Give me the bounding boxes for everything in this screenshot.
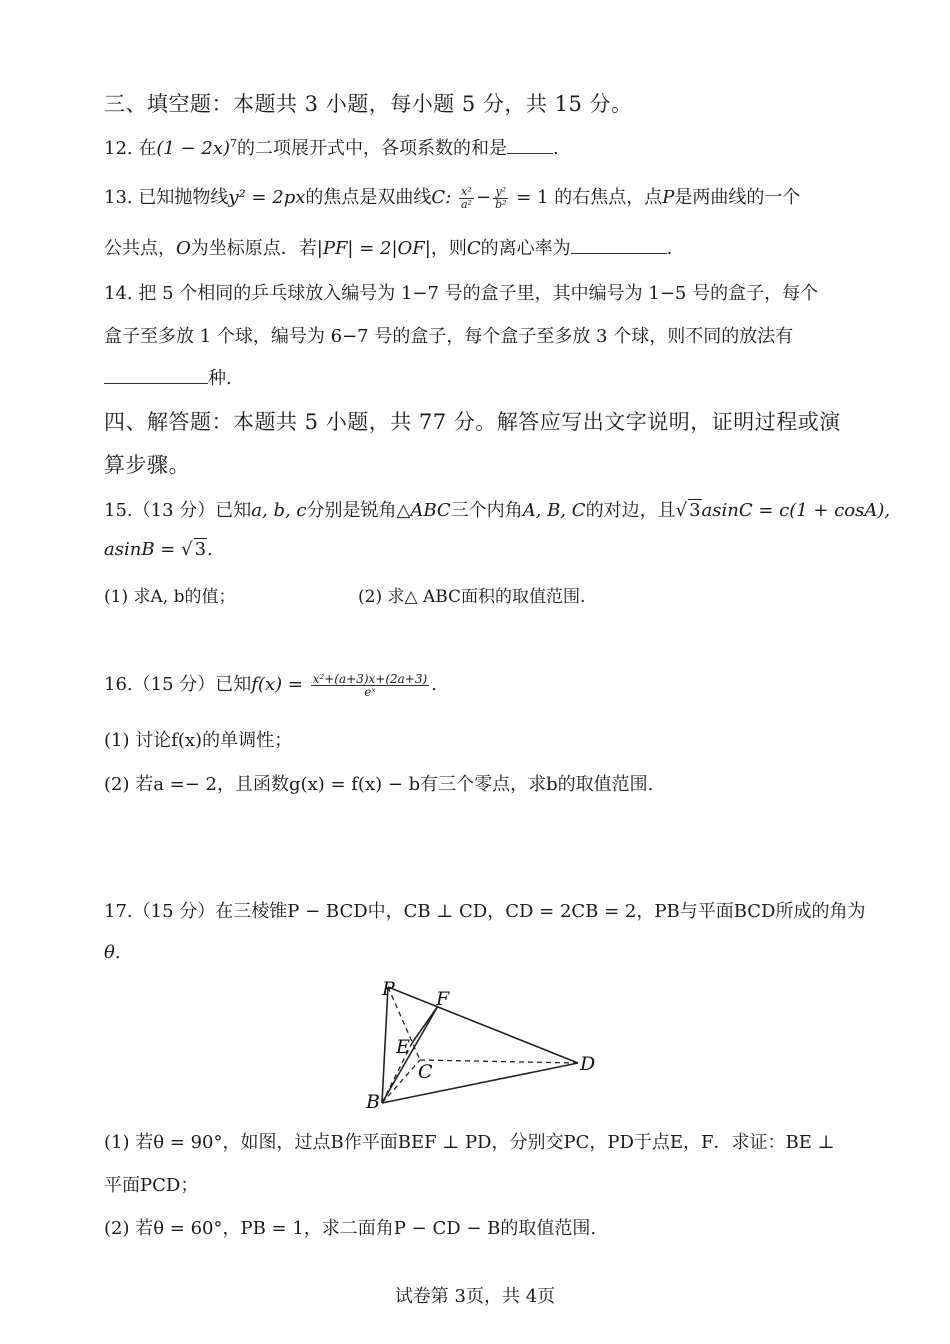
q13-pre: 已知抛物线 bbox=[138, 187, 229, 208]
question-13-line-2 bbox=[104, 234, 672, 260]
q15-sqrt-sign-2: √ bbox=[181, 539, 193, 560]
q12-end: . bbox=[553, 138, 559, 159]
edge-PD bbox=[388, 987, 578, 1063]
question-15-line-1 bbox=[104, 496, 890, 522]
section-4-title-line-2: 算步骤。 bbox=[104, 453, 190, 477]
q12-expression: (1 − 2x) bbox=[156, 138, 231, 159]
q17-part-2: (2) 若θ = 60°，PB = 1，求二面角P − CD − B的取值范围. bbox=[104, 1218, 597, 1239]
q13-post: 的右焦点，点 bbox=[554, 187, 663, 208]
q13-condition: |PF| = 2|OF| bbox=[316, 238, 431, 259]
q13-fraction-y: $\frac{\text{y²}}{\text{b²}}$ bbox=[495, 184, 507, 211]
q14-answer-blank[interactable] bbox=[104, 369, 208, 384]
label-P: P bbox=[382, 978, 395, 1000]
q13-fraction-x: $\frac{\text{x²}}{\text{a²}}$ bbox=[461, 184, 472, 211]
label-D: D bbox=[580, 1053, 596, 1075]
q13-point-p: P bbox=[662, 187, 675, 208]
q15-line2-end: . bbox=[207, 539, 213, 560]
page-footer: 试卷第 3页，共 4页 bbox=[394, 1286, 556, 1307]
edge-PB bbox=[382, 987, 388, 1103]
question-15-line-2 bbox=[104, 539, 213, 560]
q13-minus: − bbox=[475, 187, 492, 208]
q13-mid: 的焦点是双曲线 bbox=[305, 187, 432, 208]
label-E: E bbox=[396, 1036, 410, 1058]
q13-line2-mid: 为坐标原点．若 bbox=[190, 238, 317, 259]
q16-end: . bbox=[431, 674, 437, 695]
q13-number: 13. bbox=[104, 187, 133, 208]
q17-part-1-line-1: (1) 若θ = 90°，如图，过点B作平面BEF ⊥ PD，分别交PC，PD于点E，F．求证：BE ⊥ bbox=[104, 1132, 835, 1153]
section-3-title: 三、填空题：本题共 3 小题，每小题 5 分，共 15 分。 bbox=[104, 92, 633, 116]
q13-answer-blank[interactable] bbox=[571, 239, 667, 254]
label-C: C bbox=[418, 1061, 433, 1083]
section-4-title-line-1: 四、解答题：本题共 5 小题，共 77 分。解答应写出文字说明，证明过程或演 bbox=[104, 410, 841, 434]
q15-angles: A, B, C bbox=[522, 500, 586, 521]
q16-part-2: (2) 若a =− 2，且函数g(x) = f(x) − b有三个零点，求b的取值范围. bbox=[104, 774, 654, 795]
q16-number: 16.（15 分）已知 bbox=[104, 674, 252, 695]
q12-post: 的二项展开式中，各项系数的和是 bbox=[237, 138, 508, 159]
edge-CD bbox=[420, 1060, 578, 1063]
q15-sqrt-sign: √ bbox=[675, 500, 688, 521]
question-14-line-3 bbox=[104, 364, 232, 390]
q13-c2: C bbox=[466, 238, 481, 259]
q12-number: 12. bbox=[104, 138, 133, 159]
q13-c-label: C: bbox=[431, 187, 452, 208]
question-12 bbox=[104, 134, 559, 160]
q15-number: 15.（13 分）已知 bbox=[104, 500, 252, 521]
q13-line2-end: 的离心率为 bbox=[480, 238, 571, 259]
q12-pre: 在 bbox=[138, 138, 157, 159]
question-17-line-2: θ. bbox=[104, 942, 121, 963]
edge-EF bbox=[412, 1006, 438, 1043]
q13-line2-pre: 公共点， bbox=[104, 238, 176, 259]
q15-t3: 的对边，且 bbox=[585, 500, 676, 521]
q13-origin-o: O bbox=[176, 238, 191, 259]
question-16-line-1 bbox=[104, 670, 437, 698]
q13-end: . bbox=[666, 238, 673, 259]
q15-t1: 分别是锐角△ bbox=[306, 500, 411, 521]
q12-exponent: 7 bbox=[230, 137, 238, 150]
question-17-line-1: 17.（15 分）在三棱锥P − BCD中，CB ⊥ CD，CD = 2CB = 2，PB与平面BCD所成的角为 bbox=[104, 901, 866, 922]
q15-radicand-2: 3 bbox=[194, 539, 207, 560]
q17-part-1-line-2: 平面PCD； bbox=[104, 1175, 199, 1196]
label-B: B bbox=[366, 1091, 380, 1113]
question-13-line-1 bbox=[104, 183, 800, 211]
q15-part-1: (1) 求A, b的值； bbox=[104, 587, 236, 607]
q15-t2: 三个内角 bbox=[450, 500, 523, 521]
q16-fraction: $\frac{\text{x²+(a+3)x+(2a+3)}}{\text{eˣ}}$ bbox=[312, 671, 428, 699]
q15-condition: asinC = c(1 + cosA), bbox=[701, 500, 891, 521]
question-14-line-2: 盒子至多放 1 个球，编号为 6−7 号的盒子，每个盒子至多放 3 个球，则不同的放法有 bbox=[104, 326, 794, 347]
edge-BF bbox=[382, 1006, 438, 1103]
q13-parabola: y² = 2px bbox=[228, 187, 306, 208]
q15-part-2: (2) 求△ ABC面积的取值范围. bbox=[358, 587, 586, 607]
q16-part-1: (1) 讨论f(x)的单调性； bbox=[104, 730, 293, 751]
q15-condition-2: asinB = bbox=[104, 539, 182, 560]
q15-triangle: ABC bbox=[410, 500, 451, 521]
q13-post2: 是两曲线的一个 bbox=[674, 187, 801, 208]
q13-eq-one: = 1 bbox=[516, 187, 549, 208]
question-14-line-1: 14. 把 5 个相同的乒乓球放入编号为 1−7 号的盒子里，其中编号为 1−5 号的盒子，每个 bbox=[104, 283, 819, 304]
q13-line2-post: ，则 bbox=[430, 238, 467, 259]
tetrahedron-figure bbox=[360, 975, 610, 1115]
q15-radicand: 3 bbox=[689, 500, 701, 521]
label-F: F bbox=[436, 988, 450, 1010]
q16-fx: f(x) = bbox=[251, 674, 303, 695]
q15-abc: a, b, c bbox=[251, 500, 307, 521]
q14-line3: 种. bbox=[208, 368, 232, 389]
q12-answer-blank[interactable] bbox=[507, 139, 553, 154]
edge-BD bbox=[382, 1063, 578, 1103]
